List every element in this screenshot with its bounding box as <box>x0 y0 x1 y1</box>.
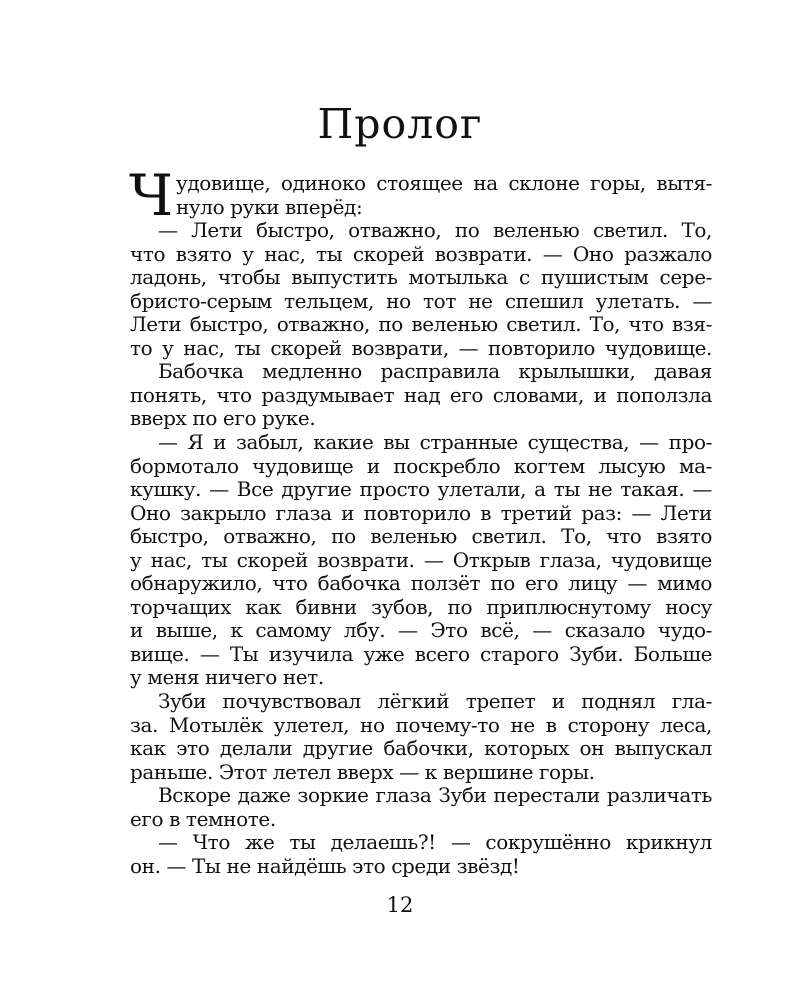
text-line: торчащих как бивни зубов, по приплюснутому носу <box>130 594 712 619</box>
text-line: за. Мотылёк улетел, но почему-то не в сторону леса, <box>130 712 712 737</box>
text-line: и выше, к самому лбу. — Это всё, — сказало чудо- <box>130 618 712 643</box>
text-line: ладонь, чтобы выпустить мотылька с пушистым сере- <box>130 265 712 290</box>
text-line: у меня ничего нет. <box>130 665 324 690</box>
text-line: то у нас, ты скорей возврати, — повторило чудовище. <box>130 335 712 360</box>
text-line: Оно закрыло глаза и повторило в третий раз: — Лети <box>130 500 712 525</box>
text-line: вверх по его руке. <box>130 406 316 431</box>
text-line: — Лети быстро, отважно, по веленью светил. То, <box>158 218 712 243</box>
text-line: что взято у нас, ты скорей возврати. — Оно разжало <box>130 241 712 266</box>
text-line: быстро, отважно, по веленью светил. То, что взято <box>130 524 712 549</box>
text-line: вище. — Ты изучила уже всего старого Зуби. Больше <box>130 641 712 666</box>
text-line: Бабочка медленно расправила крылышки, давая <box>158 359 712 384</box>
text-line: Зуби почувствовал лёгкий трепет и поднял гла- <box>158 689 712 714</box>
text-line: понять, что раздумывает над его словами, и поползла <box>130 382 712 407</box>
text-line: кушку. — Все другие просто улетали, а ты не такая. — <box>130 477 712 502</box>
text-line: нуло руки вперёд: <box>176 194 363 219</box>
text-line: его в темноте. <box>130 806 276 831</box>
body-text <box>130 172 712 878</box>
text-line: Лети быстро, отважно, по веленью светил. То, что взя- <box>130 312 712 337</box>
text-line: удовище, одиноко стоящее на склоне горы, вытя- <box>176 171 712 195</box>
text-line: бормотало чудовище и поскребло когтем лысую ма- <box>130 453 712 478</box>
text-line: бристо-серым тельцем, но тот не спешил улетать. — <box>130 288 712 313</box>
text-line: раньше. Этот летел вверх — к вершине горы. <box>130 759 595 784</box>
text-line: у нас, ты скорей возврати. — Открыв глаза, чудовище <box>130 547 712 572</box>
text-line: — Что же ты делаешь?! — сокрушённо крикнул <box>158 830 712 855</box>
text-line: как это делали другие бабочки, которых он выпускал <box>130 736 712 761</box>
text-line: обнаружило, что бабочка ползёт по его лицу — мимо <box>130 571 712 596</box>
text-line: — Я и забыл, какие вы странные существа, — про- <box>158 430 712 455</box>
drop-cap: Ч <box>129 163 174 229</box>
chapter-title: Пролог <box>317 100 483 148</box>
page-number: 12 <box>386 893 414 917</box>
text-line: он. — Ты не найдёшь это среди звёзд! <box>130 853 520 878</box>
text-line: Вскоре даже зоркие глаза Зуби перестали различать <box>158 783 712 808</box>
